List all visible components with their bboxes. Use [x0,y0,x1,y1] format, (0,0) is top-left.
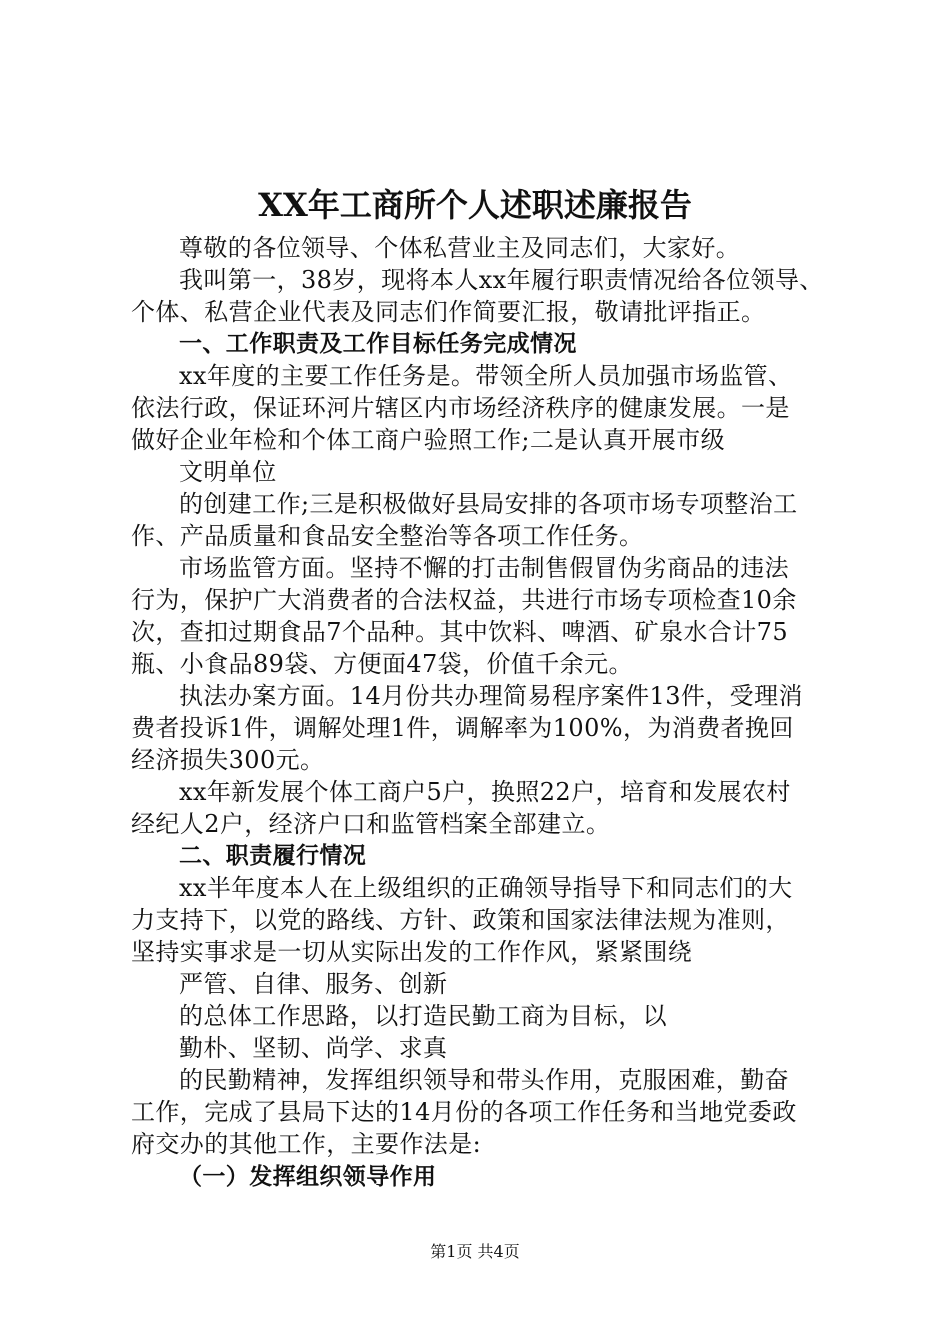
section-heading: 二、职责履行情况 [179,843,367,869]
paragraph-line: xx半年度本人在上级组织的正确领导指导下和同志们的大 [179,874,793,902]
paragraph-line: 勤朴、坚韧、尚学、求真 [179,1034,448,1062]
paragraph-line: 次，查扣过期食品7个品种。其中饮料、啤酒、矿泉水合计75 [131,618,789,646]
paragraph-line: 依法行政，保证环河片辖区内市场经济秩序的健康发展。一是 [131,394,790,422]
paragraph-line: 费者投诉1件，调解处理1件，调解率为100%，为消费者挽回 [131,714,794,742]
paragraph-line: 尊敬的各位领导、个体私营业主及同志们，大家好。 [179,234,741,262]
paragraph-line: 瓶、小食品89袋、方便面47袋，价值千余元。 [131,650,633,678]
paragraph-line: 的民勤精神，发挥组织领导和带头作用，克服困难，勤奋 [179,1066,789,1094]
subsection-heading: （一）发挥组织领导作用 [179,1164,437,1190]
paragraph-line: 严管、自律、服务、创新 [179,970,448,998]
paragraph-line: 行为，保护广大消费者的合法权益，共进行市场专项检查10余 [131,586,797,614]
paragraph-line: xx年度的主要工作任务是。带领全所人员加强市场监管、 [179,362,793,390]
paragraph-line: 经纪人2户，经济户口和监管档案全部建立。 [131,810,611,838]
paragraph-line: 执法办案方面。14月份共办理简易程序案件13件，受理消 [179,682,803,710]
paragraph-line: 府交办的其他工作，主要作法是: [131,1130,482,1158]
page-footer: 第1页 共4页 [430,1242,520,1261]
paragraph-line: 工作，完成了县局下达的14月份的各项工作任务和当地党委政 [131,1098,797,1126]
paragraph-line: 的创建工作;三是积极做好县局安排的各项市场专项整治工 [179,490,798,518]
paragraph-line: 市场监管方面。坚持不懈的打击制售假冒伪劣商品的违法 [179,554,789,582]
paragraph-line: 作、产品质量和食品安全整治等各项工作任务。 [131,522,644,550]
paragraph-line: 的总体工作思路，以打造民勤工商为目标，以 [179,1002,667,1030]
section-heading: 一、工作职责及工作目标任务完成情况 [179,331,577,357]
paragraph-line: 坚持实事求是一切从实际出发的工作作风，紧紧围绕 [131,938,693,966]
paragraph-line: 做好企业年检和个体工商户验照工作;二是认真开展市级 [131,426,726,454]
paragraph-line: 个体、私营企业代表及同志们作简要汇报，敬请批评指正。 [131,298,766,326]
paragraph-line: xx年新发展个体工商户5户，换照22户，培育和发展农村 [179,778,791,806]
paragraph-line: 文明单位 [179,458,277,486]
paragraph-line: 力支持下，以党的路线、方针、政策和国家法律法规为准则， [131,906,790,934]
paragraph-line: 我叫第一，38岁，现将本人xx年履行职责情况给各位领导、 [179,266,824,294]
document-title: XX年工商所个人述职述廉报告 [258,186,692,224]
paragraph-line: 经济损失300元。 [131,746,325,774]
